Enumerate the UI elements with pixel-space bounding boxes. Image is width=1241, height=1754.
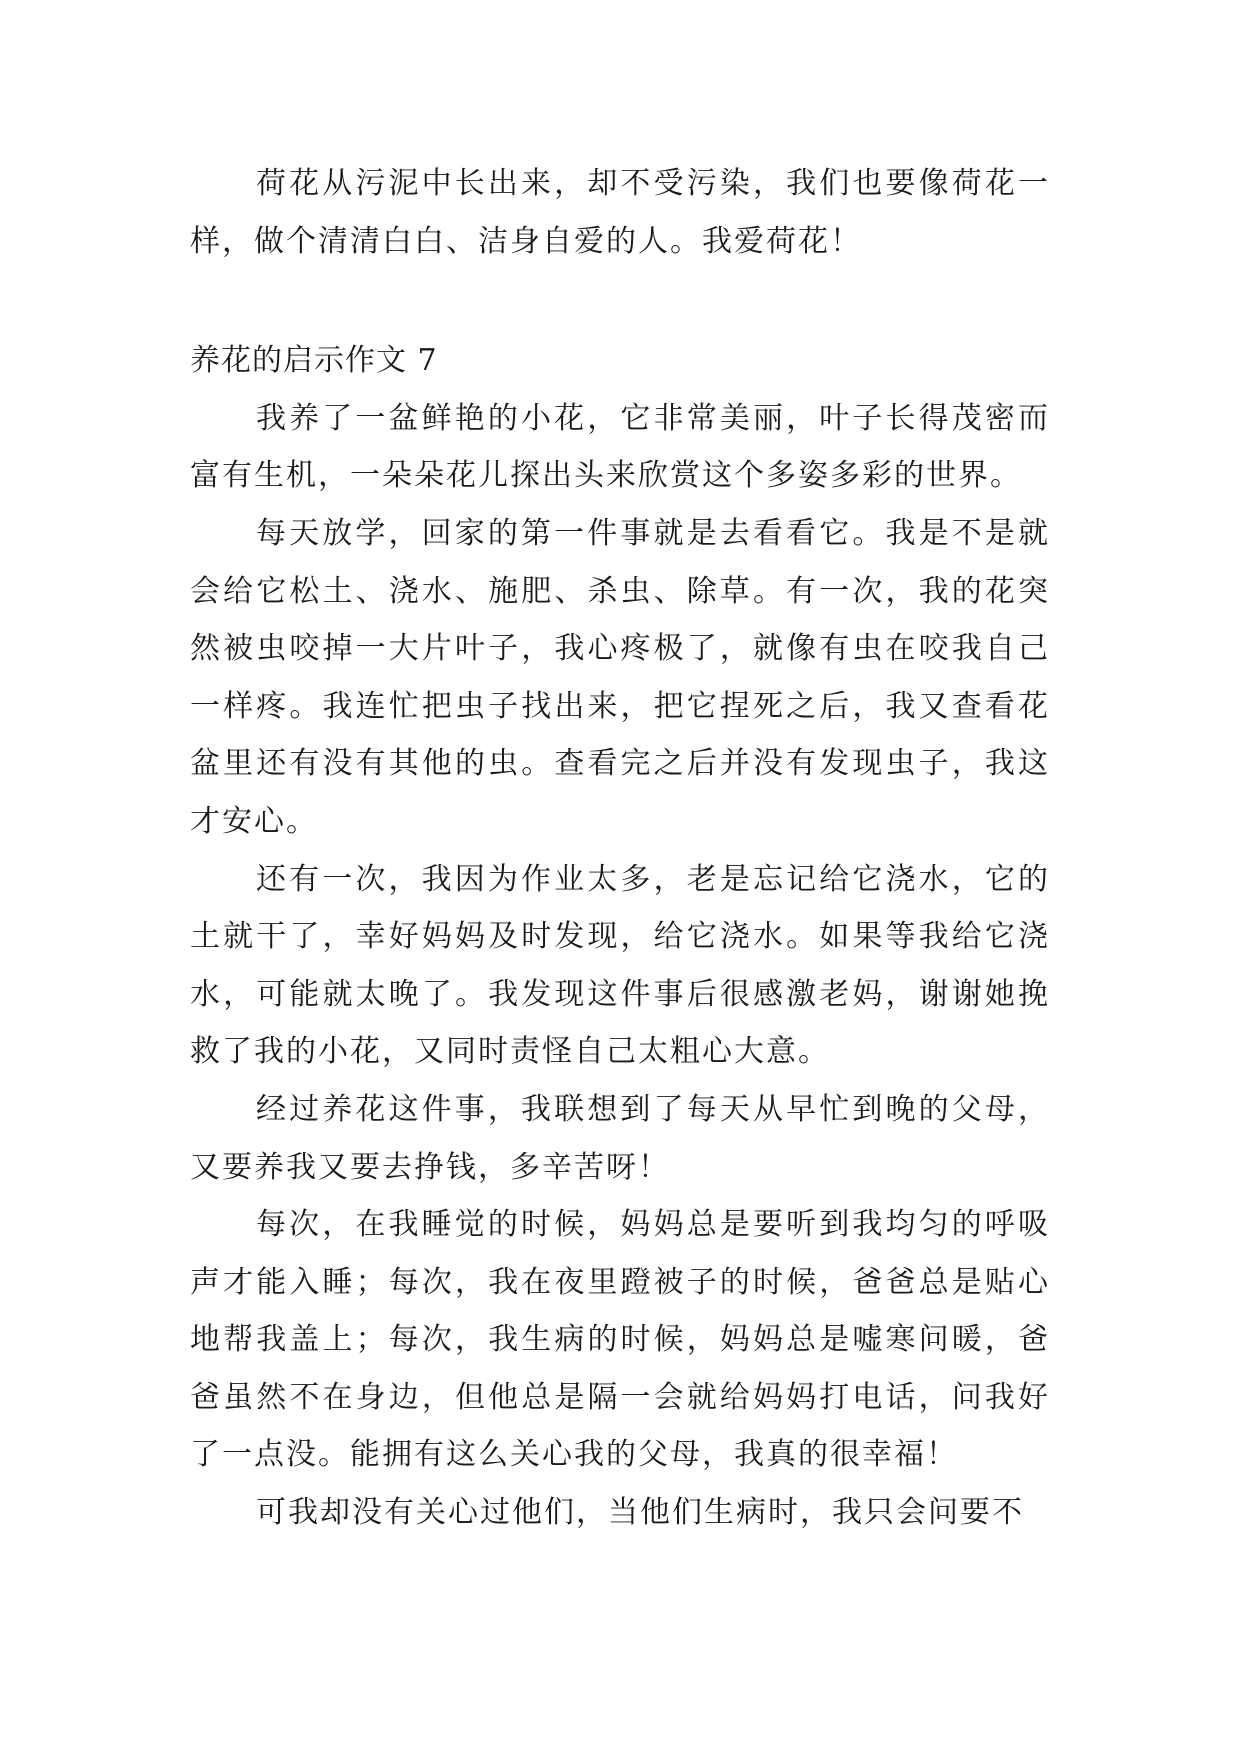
paragraph-2: 每天放学，回家的第一件事就是去看看它。我是不是就会给它松土、浇水、施肥、杀虫、除草。有一次，我的花突然被虫咬掉一大片叶子，我心疼极了，就像有虫在咬我自己一样疼。我连忙把虫子找出来，把它捏死之后，我又查看花盆里还有没有其他的虫。查看完之后并没有发现虫子，我这才安心。 xyxy=(190,515,1050,839)
essay-title: 养花的启示作文 7 xyxy=(190,343,438,379)
document-body xyxy=(190,155,1050,1542)
paragraph-5: 每次，在我睡觉的时候，妈妈总是要听到我均匀的呼吸声才能入睡；每次，我在夜里蹬被子的时候，爸爸总是贴心地帮我盖上；每次，我生病的时候，妈妈总是嘘寒问暖，爸爸虽然不在身边，但他总是隔一会就给妈妈打电话，问我好了一点没。能拥有这么关心我的父母，我真的很幸福！ xyxy=(190,1207,1050,1473)
paragraph-3: 还有一次，我因为作业太多，老是忘记给它浇水，它的土就干了，幸好妈妈及时发现，给它浇水。如果等我给它浇水，可能就太晚了。我发现这件事后很感激老妈，谢谢她挽救了我的小花，又同时责怪自己太粗心大意。 xyxy=(190,861,1050,1070)
paragraph-6: 可我却没有关心过他们，当他们生病时，我只会问要不 xyxy=(256,1495,1024,1531)
paragraph-4: 经过养花这件事，我联想到了每天从早忙到晚的父母，又要养我又要去挣钱，多辛苦呀！ xyxy=(190,1091,1050,1185)
paragraph-1: 我养了一盆鲜艳的小花，它非常美丽，叶子长得茂密而富有生机，一朵朵花儿探出头来欣赏这个多姿多彩的世界。 xyxy=(190,400,1050,494)
intro-paragraph: 荷花从污泥中长出来，却不受污染，我们也要像荷花一样，做个清清白白、洁身自爱的人。我爱荷花！ xyxy=(190,166,1050,259)
